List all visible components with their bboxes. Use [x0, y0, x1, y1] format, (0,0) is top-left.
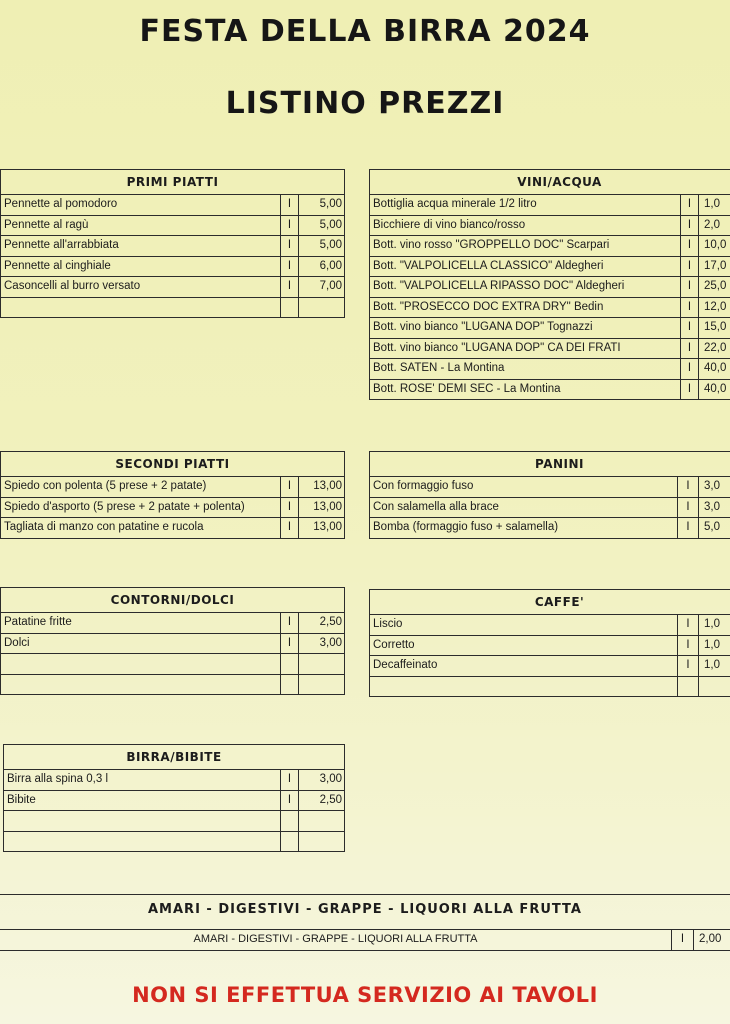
- panini-table: [369, 451, 730, 539]
- menu-item-row: [1, 518, 345, 539]
- item-price: 2,50: [299, 613, 345, 634]
- item-name: Con salamella alla brace: [370, 497, 678, 518]
- item-price: 5,00: [299, 236, 345, 257]
- no-table-service-notice: NON SI EFFETTUA SERVIZIO AI TAVOLI: [132, 983, 598, 1007]
- item-separator: I: [681, 215, 699, 236]
- item-price: 22,0: [699, 338, 730, 359]
- menu-item-row: [370, 656, 730, 677]
- item-price: 2,00: [694, 930, 730, 951]
- empty-row: [370, 676, 730, 697]
- item-price: 5,0: [699, 518, 730, 539]
- menu-item-row: [370, 338, 730, 359]
- item-separator: I: [281, 477, 299, 498]
- item-price: 40,0: [699, 359, 730, 380]
- empty-cell: [1, 674, 281, 695]
- section-title: PANINI: [370, 452, 730, 477]
- item-name: Decaffeinato: [370, 656, 678, 677]
- empty-cell: [281, 811, 299, 832]
- empty-cell: [299, 654, 345, 675]
- item-name: Spiedo con polenta (5 prese + 2 patate): [1, 477, 281, 498]
- item-price: 1,0: [699, 656, 730, 677]
- footer-top-rule: [0, 894, 730, 895]
- item-price: 1,0: [699, 195, 730, 216]
- empty-cell: [281, 654, 299, 675]
- item-name: Dolci: [1, 633, 281, 654]
- contorni-dolci-table: [0, 587, 345, 695]
- item-separator: I: [672, 930, 694, 951]
- digestivi-row: [0, 930, 730, 951]
- item-price: 15,0: [699, 318, 730, 339]
- item-name: Liscio: [370, 615, 678, 636]
- menu-item-row: [4, 770, 345, 791]
- item-name: Spiedo d'asporto (5 prese + 2 patate + polenta): [1, 497, 281, 518]
- item-price: 25,0: [699, 277, 730, 298]
- birra-bibite-table: [3, 744, 345, 852]
- item-name: Bott. "VALPOLICELLA CLASSICO" Aldegheri: [370, 256, 681, 277]
- menu-item-row: [1, 633, 345, 654]
- item-price: 12,0: [699, 297, 730, 318]
- item-name: Patatine fritte: [1, 613, 281, 634]
- item-name: Tagliata di manzo con patatine e rucola: [1, 518, 281, 539]
- item-separator: I: [681, 195, 699, 216]
- empty-cell: [4, 831, 281, 852]
- item-name: Bott. SATEN - La Montina: [370, 359, 681, 380]
- item-price: 17,0: [699, 256, 730, 277]
- caffe-table: [369, 589, 730, 697]
- menu-item-row: [370, 215, 730, 236]
- item-separator: I: [281, 518, 299, 539]
- menu-item-row: [4, 790, 345, 811]
- section-title: VINI/ACQUA: [370, 170, 730, 195]
- menu-item-row: [1, 497, 345, 518]
- vini-acqua-table: [369, 169, 730, 400]
- menu-item-row: [370, 236, 730, 257]
- item-separator: I: [681, 256, 699, 277]
- menu-item-row: [370, 359, 730, 380]
- menu-item-row: [370, 635, 730, 656]
- menu-item-row: [370, 477, 730, 498]
- item-name: Corretto: [370, 635, 678, 656]
- item-price: 5,00: [299, 215, 345, 236]
- item-name: Pennette al cinghiale: [1, 256, 281, 277]
- item-name: Bicchiere di vino bianco/rosso: [370, 215, 681, 236]
- item-price: 7,00: [299, 277, 345, 298]
- item-separator: I: [281, 236, 299, 257]
- secondi-piatti-table: [0, 451, 345, 539]
- empty-cell: [281, 831, 299, 852]
- menu-item-row: [370, 318, 730, 339]
- item-separator: I: [681, 359, 699, 380]
- menu-item-row: [1, 195, 345, 216]
- item-price: 2,50: [299, 790, 345, 811]
- item-name: Pennette all'arrabbiata: [1, 236, 281, 257]
- item-separator: I: [281, 277, 299, 298]
- menu-item-row: [1, 613, 345, 634]
- menu-item-row: [370, 195, 730, 216]
- section-title: PRIMI PIATTI: [1, 170, 345, 195]
- section-title: CAFFE': [370, 590, 730, 615]
- item-name: Bott. "VALPOLICELLA RIPASSO DOC" Aldegheri: [370, 277, 681, 298]
- item-separator: I: [681, 277, 699, 298]
- item-separator: I: [678, 518, 699, 539]
- item-price: 5,00: [299, 195, 345, 216]
- item-price: 6,00: [299, 256, 345, 277]
- menu-item-row: [1, 256, 345, 277]
- empty-row: [4, 811, 345, 832]
- menu-item-row: [370, 277, 730, 298]
- digestivi-heading: AMARI - DIGESTIVI - GRAPPE - LIQUORI ALLA FRUTTA: [148, 902, 582, 917]
- empty-cell: [1, 654, 281, 675]
- item-separator: I: [281, 613, 299, 634]
- item-price: 3,0: [699, 497, 730, 518]
- item-separator: I: [281, 770, 299, 791]
- item-separator: I: [681, 297, 699, 318]
- empty-cell: [370, 676, 678, 697]
- item-name: Con formaggio fuso: [370, 477, 678, 498]
- item-separator: I: [678, 635, 699, 656]
- item-separator: I: [281, 215, 299, 236]
- menu-item-row: [370, 379, 730, 400]
- item-name: Bott. vino rosso "GROPPELLO DOC" Scarpari: [370, 236, 681, 257]
- item-name: Bomba (formaggio fuso + salamella): [370, 518, 678, 539]
- item-price: 13,00: [299, 477, 345, 498]
- menu-item-row: [1, 236, 345, 257]
- item-name: Pennette al ragù: [1, 215, 281, 236]
- item-separator: I: [678, 615, 699, 636]
- digestivi-row-table: [0, 929, 730, 951]
- item-price: 1,0: [699, 635, 730, 656]
- item-separator: I: [678, 656, 699, 677]
- primi-piatti-table: [0, 169, 345, 318]
- item-price: 3,00: [299, 770, 345, 791]
- menu-item-row: [370, 297, 730, 318]
- item-separator: I: [681, 338, 699, 359]
- item-price: 3,0: [699, 477, 730, 498]
- item-price: 13,00: [299, 518, 345, 539]
- empty-cell: [299, 674, 345, 695]
- item-name: Bottiglia acqua minerale 1/2 litro: [370, 195, 681, 216]
- item-name: Bott. ROSE' DEMI SEC - La Montina: [370, 379, 681, 400]
- item-name: Bott. vino bianco "LUGANA DOP" CA DEI FRATI: [370, 338, 681, 359]
- item-name: Bibite: [4, 790, 281, 811]
- item-price: 13,00: [299, 497, 345, 518]
- item-separator: I: [281, 497, 299, 518]
- empty-cell: [299, 811, 345, 832]
- event-title: FESTA DELLA BIRRA 2024: [139, 14, 591, 49]
- item-separator: I: [281, 195, 299, 216]
- empty-cell: [4, 811, 281, 832]
- item-separator: I: [681, 379, 699, 400]
- item-name: Bott. vino bianco "LUGANA DOP" Tognazzi: [370, 318, 681, 339]
- empty-row: [1, 297, 345, 318]
- menu-item-row: [1, 215, 345, 236]
- menu-item-row: [1, 277, 345, 298]
- empty-cell: [299, 297, 345, 318]
- item-price: 3,00: [299, 633, 345, 654]
- item-separator: I: [681, 236, 699, 257]
- item-separator: I: [281, 256, 299, 277]
- menu-item-row: [370, 518, 730, 539]
- menu-item-row: [370, 497, 730, 518]
- item-name: Pennette al pomodoro: [1, 195, 281, 216]
- item-price: 10,0: [699, 236, 730, 257]
- empty-cell: [699, 676, 730, 697]
- item-price: 40,0: [699, 379, 730, 400]
- empty-cell: [1, 297, 281, 318]
- menu-item-row: [370, 256, 730, 277]
- empty-row: [1, 674, 345, 695]
- item-separator: I: [678, 497, 699, 518]
- item-separator: I: [281, 633, 299, 654]
- section-title: CONTORNI/DOLCI: [1, 588, 345, 613]
- item-separator: I: [678, 477, 699, 498]
- menu-item-row: [370, 615, 730, 636]
- empty-cell: [678, 676, 699, 697]
- item-name: AMARI - DIGESTIVI - GRAPPE - LIQUORI ALLA FRUTTA: [0, 930, 672, 951]
- item-separator: I: [281, 790, 299, 811]
- section-title: SECONDI PIATTI: [1, 452, 345, 477]
- menu-item-row: [1, 477, 345, 498]
- item-price: 2,0: [699, 215, 730, 236]
- price-list-title: LISTINO PREZZI: [225, 86, 505, 121]
- empty-row: [1, 654, 345, 675]
- empty-cell: [281, 297, 299, 318]
- item-price: 1,0: [699, 615, 730, 636]
- item-name: Birra alla spina 0,3 l: [4, 770, 281, 791]
- item-separator: I: [681, 318, 699, 339]
- empty-cell: [281, 674, 299, 695]
- section-title: BIRRA/BIBITE: [4, 745, 345, 770]
- empty-row: [4, 831, 345, 852]
- item-name: Casoncelli al burro versato: [1, 277, 281, 298]
- empty-cell: [299, 831, 345, 852]
- item-name: Bott. "PROSECCO DOC EXTRA DRY" Bedin: [370, 297, 681, 318]
